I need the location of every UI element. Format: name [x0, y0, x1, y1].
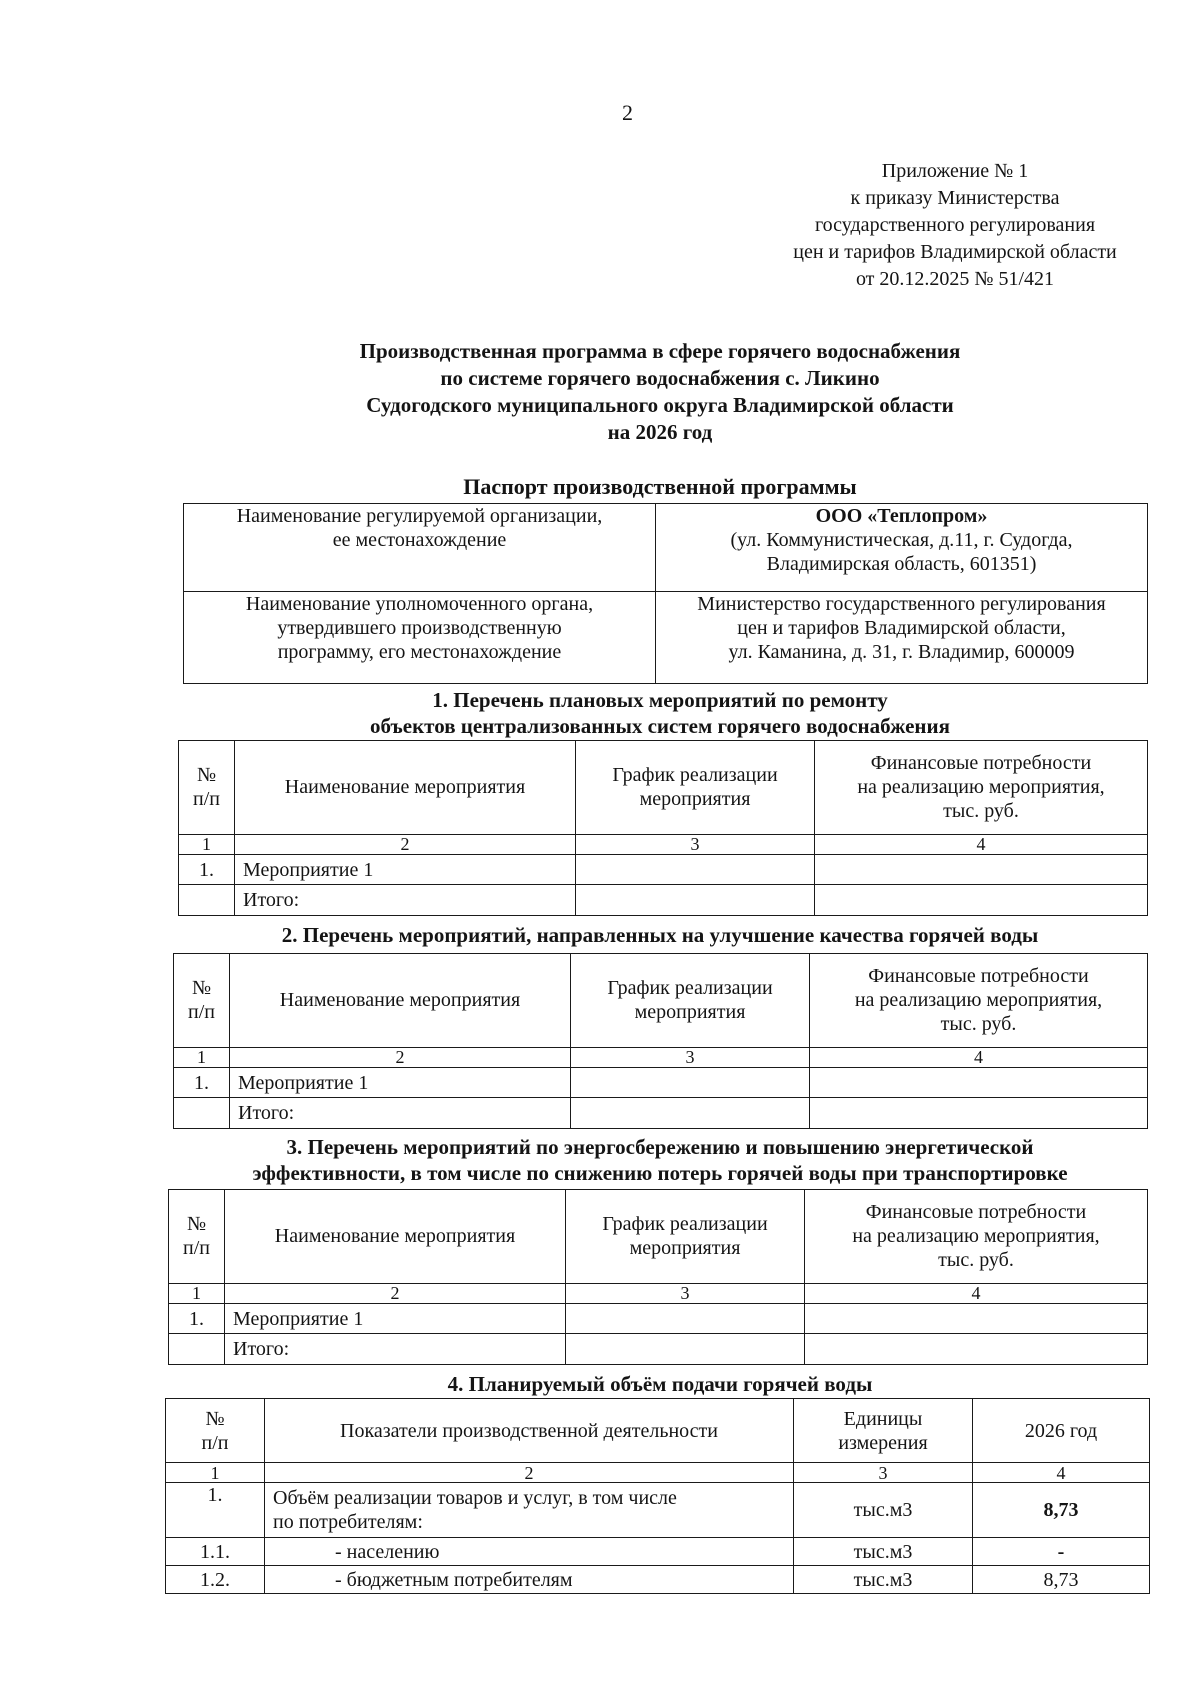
- section4-heading: 4. Планируемый объём подачи горячей воды: [447, 1372, 873, 1396]
- table-row: 1. Мероприятие 1: [169, 1303, 1148, 1334]
- col-index: 1: [166, 1463, 265, 1483]
- total-row: Итого:: [179, 885, 1148, 916]
- section3-heading: [160, 1134, 1160, 1186]
- total-row: Итого:: [169, 1334, 1148, 1365]
- title-line: по системе горячего водоснабжения с. Ликино: [440, 366, 880, 390]
- col-index: 1: [169, 1283, 225, 1303]
- col-name-header: Наименование мероприятия: [230, 954, 571, 1048]
- col-finance-header: Финансовые потребности на реализацию мероприятия, тыс. руб.: [805, 1190, 1148, 1284]
- col-index: 3: [794, 1463, 973, 1483]
- section3-table: [168, 1189, 1148, 1365]
- org-value-cell: [656, 504, 1148, 592]
- passport-table: [183, 503, 1148, 684]
- col-name-header: Наименование мероприятия: [225, 1190, 566, 1284]
- org-address: Владимирская область, 601351): [766, 553, 1037, 575]
- table-row: 1. Мероприятие 1: [179, 854, 1148, 885]
- title-line: на 2026 год: [607, 420, 713, 444]
- col-index: 3: [571, 1047, 810, 1067]
- col-finance-header: Финансовые потребности на реализацию мероприятия, тыс. руб.: [810, 954, 1148, 1048]
- col-index: 3: [576, 834, 815, 854]
- passport-heading: Паспорт производственной программы: [463, 474, 857, 499]
- col-schedule-header: График реализации мероприятия: [576, 741, 815, 835]
- appendix-line: государственного регулирования: [814, 214, 1096, 236]
- authority-label-cell: [184, 592, 656, 684]
- appendix-line: к приказу Министерства: [850, 187, 1060, 209]
- appendix-line: цен и тарифов Владимирской области: [793, 241, 1117, 263]
- authority-label: программу, его местонахождение: [277, 641, 562, 663]
- appendix-block: [740, 158, 1170, 293]
- page-number: 2: [622, 100, 633, 125]
- heading-line: 3. Перечень мероприятий по энергосбережению и повышению энергетической: [286, 1135, 1034, 1159]
- title-line: Судогодского муниципального округа Владимирской области: [366, 393, 954, 417]
- col-index: 1: [174, 1047, 230, 1067]
- total-row: Итого:: [174, 1098, 1148, 1129]
- org-name: ООО «Теплопром»: [815, 505, 988, 527]
- col-index: 2: [230, 1047, 571, 1067]
- col-index: 4: [973, 1463, 1150, 1483]
- col-num-header: № п/п: [174, 954, 230, 1048]
- table-row: 1. Объём реализации товаров и услуг, в том числе по потребителям: тыс.м3 8,73: [166, 1483, 1150, 1538]
- col-year-header: 2026 год: [973, 1399, 1150, 1463]
- section1-heading: [160, 687, 1160, 739]
- appendix-line: от 20.12.2025 № 51/421: [855, 268, 1055, 290]
- col-name-header: Наименование мероприятия: [235, 741, 576, 835]
- col-index: 3: [566, 1283, 805, 1303]
- authority-name: Министерство государственного регулирования: [697, 593, 1106, 615]
- authority-label: утвердившего производственную: [277, 617, 562, 639]
- col-index: 1: [179, 834, 235, 854]
- table-row: 1.2. - бюджетным потребителям тыс.м3 8,73: [166, 1566, 1150, 1594]
- heading-line: объектов централизованных систем горячего водоснабжения: [370, 714, 950, 738]
- col-num-header: № п/п: [179, 741, 235, 835]
- col-index: 4: [815, 834, 1148, 854]
- col-index: 2: [235, 834, 576, 854]
- section1-table: [178, 740, 1148, 916]
- col-index: 4: [805, 1283, 1148, 1303]
- appendix-line: Приложение № 1: [881, 160, 1029, 182]
- heading-line: 1. Перечень плановых мероприятий по ремонту: [432, 688, 888, 712]
- title-line: Производственная программа в сфере горячего водоснабжения: [359, 339, 961, 363]
- authority-address: ул. Каманина, д. 31, г. Владимир, 600009: [728, 641, 1075, 663]
- document-title: [160, 338, 1160, 446]
- org-label-cell: [184, 504, 656, 592]
- org-label: Наименование регулируемой организации,: [236, 505, 603, 527]
- col-num-header: № п/п: [166, 1399, 265, 1463]
- col-schedule-header: График реализации мероприятия: [566, 1190, 805, 1284]
- col-index: 2: [225, 1283, 566, 1303]
- authority-label: Наименование уполномоченного органа,: [245, 593, 594, 615]
- heading-line: эффективности, в том числе по снижению потерь горячей воды при транспортировке: [252, 1161, 1068, 1185]
- col-schedule-header: График реализации мероприятия: [571, 954, 810, 1048]
- section4-table: [165, 1398, 1150, 1594]
- authority-name: цен и тарифов Владимирской области,: [737, 617, 1066, 639]
- section2-table: [173, 953, 1148, 1129]
- col-unit-header: Единицы измерения: [794, 1399, 973, 1463]
- authority-value-cell: [656, 592, 1148, 684]
- col-num-header: № п/п: [169, 1190, 225, 1284]
- table-row: 1. Мероприятие 1: [174, 1067, 1148, 1098]
- col-indicator-header: Показатели производственной деятельности: [265, 1399, 794, 1463]
- section2-heading: 2. Перечень мероприятий, направленных на улучшение качества горячей воды: [281, 923, 1039, 947]
- col-finance-header: Финансовые потребности на реализацию мероприятия, тыс. руб.: [815, 741, 1148, 835]
- table-row: 1.1. - населению тыс.м3 -: [166, 1538, 1150, 1566]
- org-label: ее местонахождение: [332, 529, 507, 551]
- col-index: 2: [265, 1463, 794, 1483]
- org-address: (ул. Коммунистическая, д.11, г. Судогда,: [730, 529, 1073, 551]
- col-index: 4: [810, 1047, 1148, 1067]
